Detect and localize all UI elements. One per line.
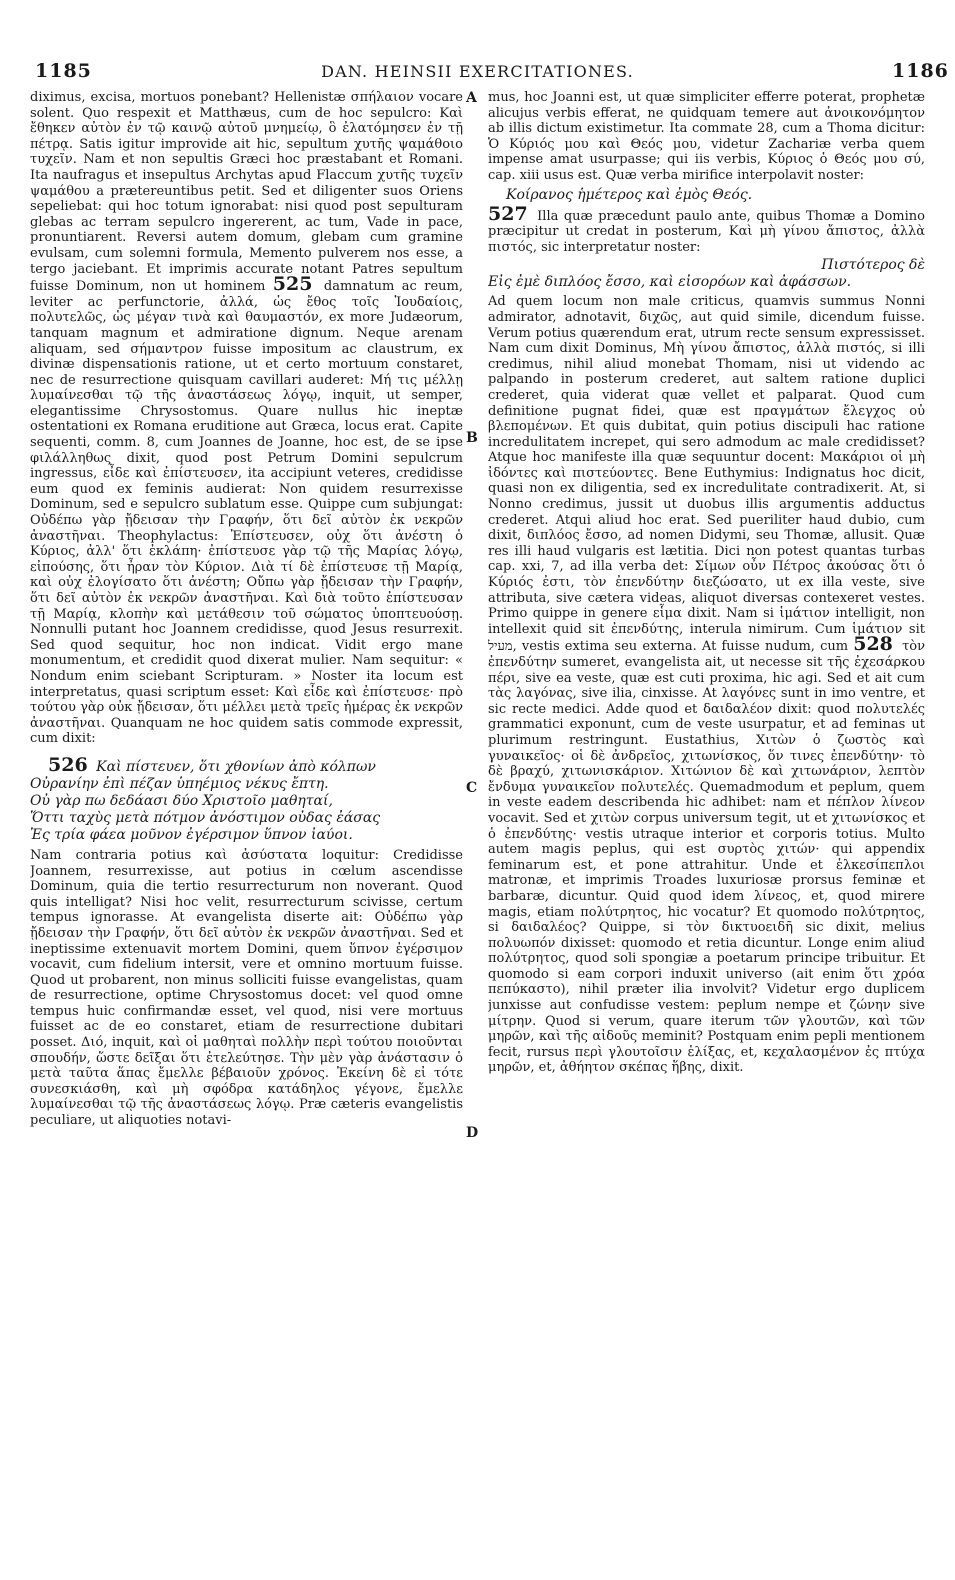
- paragraph: mus, hoc Joanni est, ut quæ simpliciter efferre poterat, prophetæ alicujus verbis efferat, ne quidquam temere aut ἀνοικονόμητον ab illis dictum existimetur. Ita commate 28, cum a Thoma dicitur: Ὁ Κύριός μου καὶ Θεός μου, videtur Zachariæ verba quem impense amat usurpasse; qui iis verbis, Κύριος ὁ Θεός μου σύ, cap. xiii usus est. Quæ verba mirifice interpolavit noster:: [488, 90, 925, 183]
- left-column: [30, 90, 463, 1570]
- margin-letter-b: B: [466, 430, 478, 446]
- running-title: DAN. HEINSII EXERCITATIONES.: [321, 62, 634, 81]
- paragraph-text: diximus, excisa, mortuos ponebant? Hellenistæ σπήλαιον vocare solent. Quo respexit et Matthæus, cum de hoc sepulcro: Καὶ ἔθηκεν αὐτὸν ἐν τῷ καινῷ αὐτοῦ μνημείῳ, ὃ ἐλατόμησεν ἐν τῇ πέτρᾳ. Satis igitur improvide ait hic, sepultum χυτῆς ψαμάθοιο τυχεῖν. Nam et non sepultis Græci hoc præstabant et Romani. Ita naufragus et insepultus Archytas apud Flaccum χυτῆς τυχεῖν ψαμάθου a prætereuntibus petit. Sed et diligenter suos Oriens sepeliebat: qui hoc totum ignorabat: nisi quod post sepulturam glebas ac terram sepulcro ingererent, ac tum, Vade in pace, pronuntiarent. Reversi autem domum, glebam cum gramine evulsam, cum solemni formula, Memento pulverem nos esse, a tergo jaciebant. Et imprimis accurate notant Patres sepultum fuisse Dominum, non ut hominem: [30, 90, 463, 295]
- paragraph: Nam contraria potius καὶ ἀσύστατα loquitur: Credidisse Joannem, resurrexisse, aut potius in cœlum ascendisse Dominum, quia die tertio resurrecturum non noverant. Quod quis intelligat? Nisi hoc velit, resurrecturum scivisse, certum tempus ignorasse. At evangelista diserte ait: Οὐδέπω γὰρ ᾔδεισαν τὴν Γραφήν, ὅτι δεῖ αὐτὸν ἐκ νεκρῶν ἀναστῆναι. Sed et ineptissime extenuavit mortem Domini, quem ὕπνον ἐγέρσιμον vocavit, cum fidelium intersit, vere et omnino mortuum fuisse. Quod ut probarent, non minus solliciti fuisse evangelistas, quam de resurrectione, optime Chrysostomus docet: vel quod omne tempus huic confirmandæ esset, vel quod, nisi vere mortuus fuisset ac de eo constaret, etiam de resurrectione dubitari posset. Διό, inquit, καὶ οἱ μαθηταὶ πολλὴν περὶ τούτου ποιοῦνται σπουδήν, ὥστε δεῖξαι ὅτι ἐτελεύτησε. Τὴν μὲν γὰρ ἀνάστασιν ὁ μετὰ ταῦτα ἅπας ἔμελλε βέβαιοῦν χρόνος. Ἐκείνη δὲ εἰ τότε συνεσκιάσθη, καὶ μὴ σφόδρα κατάδηλος γέγονε, ἔμελλε λυμαίνεσθαι τῷ τῆς ἀναστάσεως λόγῳ. Præ cæteris evangelistis peculiare, ut aliquoties notavi-: [30, 847, 463, 1129]
- section-number: 528: [853, 633, 893, 656]
- verse-line: Εἰς ἐμὲ διπλόος ἔσσο, καὶ εἰσορόων καὶ ἀφάσσων.: [488, 274, 852, 291]
- paragraph: [488, 202, 925, 256]
- verse-line: Πιστότερος δὲ: [821, 257, 925, 274]
- paragraph: [488, 294, 925, 1076]
- page-number-left: 1185: [35, 60, 92, 82]
- running-header: [0, 60, 955, 82]
- margin-letter-c: C: [466, 780, 478, 796]
- paragraph-text: Illa quæ præcedunt paulo ante, quibus Thomæ a Domino præcipitur ut credat in posterum, Καὶ μὴ γίνου ἄπιστος, ἀλλὰ πιστός, sic interpretatur noster:: [488, 208, 925, 255]
- verse-line: Οὐρανίην ἐπὶ πέζαν ὑπηέμιος νέκυς ἔπτη.: [30, 775, 329, 792]
- paragraph-text: Ad quem locum non male criticus, quamvis summus Nonni admirator, adnotavit, διχῶς, aut quid simile, dicendum fuisse. Verum potius quærendum erat, utrum recte sensum expressisset. Nam cum dixit Dominus, Μὴ γίνου ἄπιστος, ἀλλὰ πιστός, si illi credimus, nihil aliud monebat Thomam, nisi ut videndo ac palpando in posterum crederet, aut saltem ratione duplici crederet, quia viderat quæ vellet et palparat. Quod cum definitione pugnat fidei, quæ est πραγμάτων ἔλεγχος οὐ βλεπομένων. Et quis dubitat, quin potius discipuli hac ratione incredulitatem increpet, qui sero admodum ac male credidisset? Atque hoc manifeste illa quæ sequuntur docent: Μακάριοι οἱ μὴ ἰδόντες καὶ πιστεύοντες. Bene Euthymius: Indignatus hoc dicit, quasi non ex diligentia, sed ex incredulitate contradixerit. At, si Nonno credimus, jussit ut duobus illis argumentis adductus crederet. Atqui aliud hoc erat. Sed pueriliter haud dubio, cum dixit, διπλόος ἔσσο, ad nomen Didymi, seu Thomæ, allusit. Quæ res illi haud vulgaris est lætitia. Dici non potest quantas turbas cap. xxi, 7, ad illa verba det: Σίμων οὖν Πέτρος ἀκούσας ὅτι ὁ Κύριός ἐστι, τὸν ἐπενδύτην διεζώσατο, ut ex illa veste, sive attributa, sive cætera videas, aliquot diversas contexeret vestes. Primo quippe in genere εἷμα dixit. Nam si ἱμάτιον intelligit, non intellexit quid sit ἐπενδύτης, interula nimirum. Cum ἱμάτιον sit מעיל, vestis extima seu externa. At fuisse nudum, cum: [488, 294, 925, 655]
- margin-letter-a: A: [466, 90, 477, 106]
- verse-line: Ὅττι ταχὺς μετὰ πότμον ἀνόστιμον οὐδας ἐάσας: [30, 809, 381, 826]
- verse-block: [30, 753, 463, 844]
- page-number-right: 1186: [892, 60, 949, 82]
- margin-letter-d: D: [466, 1125, 479, 1141]
- verse-line: Οὐ γὰρ πω δεδάασι δύο Χριστοῖο μαθηταί,: [30, 792, 333, 809]
- paragraph: [30, 90, 463, 747]
- verse-line: 526 Καὶ πίστευεν, ὅτι χθονίων ἀπὸ κόλπων: [48, 753, 376, 776]
- section-number: 525: [272, 273, 313, 296]
- section-number: 526: [48, 753, 88, 776]
- verse-line: Κοίρανος ἡμέτερος καὶ ἐμὸς Θεός.: [506, 186, 753, 203]
- section-number: 527: [488, 202, 528, 225]
- verse-line: Ἐς τρία φάεα μοῦνον ἐγέρσιμον ὕπνον ἰαύοι.: [30, 826, 353, 843]
- paragraph-text: damnatum ac reum, leviter ac perfunctorie, ἀλλά, ὡς ἔθος τοῖς Ἰουδαίοις, πολυτελῶς, ὡς μέγαν τινὰ καὶ θαυμαστόν, ex more Judæorum, tanquam magnum et admiratione dignum. Neque arenam aliquam, sed σήμαντρον fuisse impositum ac claustrum, ex divinæ dispensationis ratione, ut et certo mortuum constaret, nec de resurrectione quisquam cavillari auderet: Μή τις μέλλῃ λυμαίνεσθαι τῷ τῆς ἀναστάσεως λόγῳ, inquit, ut semper, elegantissime Chrysostomus. Quare nullus hic ineptæ ostentationi ex Romana eruditione aut Græca, locus erat. Capite sequenti, comm. 8, cum Joannes de Joanne, hoc est, de se ipse φιλάλληθως dixit, quod post Petrum Domini sepulcrum ingressus, εἶδε καὶ ἐπίστευσεν, ita accipiunt veteres, credidisse eum quod ex feminis audierat: Non quidem resurrexisse Dominum, sed e sepulcro sublatum esse. Quippe cum subjungat: Οὐδέπω γὰρ ᾔδεισαν τὴν Γραφήν, ὅτι δεῖ αὐτὸν ἐκ νεκρῶν ἀναστῆναι. Theophylactus: Ἐπίστευσεν, οὐχ ὅτι ἀνέστη ὁ Κύριος, ἀλλ' ὅτι ἐκλάπη· ἐπίστευσε γὰρ τῷ τῆς Μαρίας λόγῳ, εἰπούσης, ὅτι ἦραν τὸν Κύριον. Διὰ τί δὲ ἐπίστευσε τῇ Μαρίᾳ, καὶ οὐχ ἐλογίσατο ὅτι ἀνέστη; Οὔπω γὰρ ᾔδεισαν τὴν Γραφήν, ὅτι δεῖ αὐτὸν ἐκ νεκρῶν ἀναστῆναι. Καὶ διὰ τοῦτο ἐπίστευσαν τῇ Μαρίᾳ, κλοπὴν καὶ μετάθεσιν τοῦ σώματος ὑποπτευούσῃ. Nonnulli putant hoc Joannem credidisse, quod Jesus resurrexit. Sed quod sequitur, hoc non indicat. Vidit ergo mane monumentum, et credidit quod dixerat mulier. Nam sequitur: « Nondum enim sciebant Scripturam. » Noster ita locum est interpretatus, quasi scriptum esset: Καὶ εἶδε καὶ ἐπίστευσε· πρὸ τούτου γὰρ οὐκ ᾔδεισαν, ὅτι μέλλει μετὰ τρεῖς ἡμέρας ἐκ νεκρῶν ἀναστῆναι. Quanquam ne hoc quidem satis commode expressit, cum dixit:: [30, 279, 463, 747]
- paragraph-text: τὸν ἐπενδύτην sumeret, evangelista ait, ut necesse sit τῆς ἐχεσάρκου πέρι, sive ea veste, quæ est cuti proxima, hic agi. Sed et ait cum τὰς λαγόνας, sive ilia, cinxisse. At λαγόνες sunt in imo ventre, et sic recte medici. Adde quod et δαιδαλέον dixit: quod πολυτελές grammatici exponunt, cum de veste usurpatur, et ad feminas ut plurimum restringunt. Eustathius, Χιτὼν ὁ ζωστὸς καὶ γυναικεῖος· οἱ δὲ ἀνδρεῖος, χιτωνίσκος, ὅν τινες ἐπενδύτην· τὸ δὲ βραχύ, χιτωνισκάριον. Χιτώνιον δὲ καὶ χιτωνάριον, λεπτὸν ἔνδυμα γυναικεῖον πολυτελές. Quemadmodum et peplum, quem in veste eadem describenda hic adhibet: nam et πέπλον λίνεον vocavit. Sed et χιτὼν corpus universum tegit, ut et χιτωνίσκος et ὁ ἐπενδύτης· vestis utraque interior et corporis totius. Multo autem magis peplus, qui est συρτὸς χιτών· qui appendix feminarum est, et pone attrahitur. Unde et ἑλκεσίπεπλοι matronæ, et imprimis Troades luxuriosæ prorsus feminæ et barbaræ, dicuntur. Quid quod idem λίνεος, et, quod mirere magis, etiam πολύτρητος, hic vocatur? Et quomodo πολύτρητος, si δαιδαλέος? Quippe, si τὸν δικτυοειδῆ sic dixit, melius πολυωπόν dixisset: quomodo et retia dicuntur. Longe enim aliud πολύτρητος, quod soli spongiæ a poetarum principe tribuitur. Et quomodo si eam corpori induxit universo (ait enim ὅτι χρόα πεπύκαστο), nihil præter ilia involvit? Videtur ergo duplicem junxisse aut confudisse vestem: peplum nempe et ζώνην sive μίτρην. Quod si verum, quare iterum τῶν γλουτῶν, καὶ τῶν μηρῶν, καὶ τῆς αἰδοῦς meminit? Postquam enim pepli mentionem fecit, rursus περὶ γλουτοῖσιν ἑλίξας, et, κεχαλασμένον ἐς πτύχα μηρῶν, et, ἀθήητον σκέπας ἥβης, dixit.: [488, 639, 925, 1076]
- right-column: [488, 90, 925, 1570]
